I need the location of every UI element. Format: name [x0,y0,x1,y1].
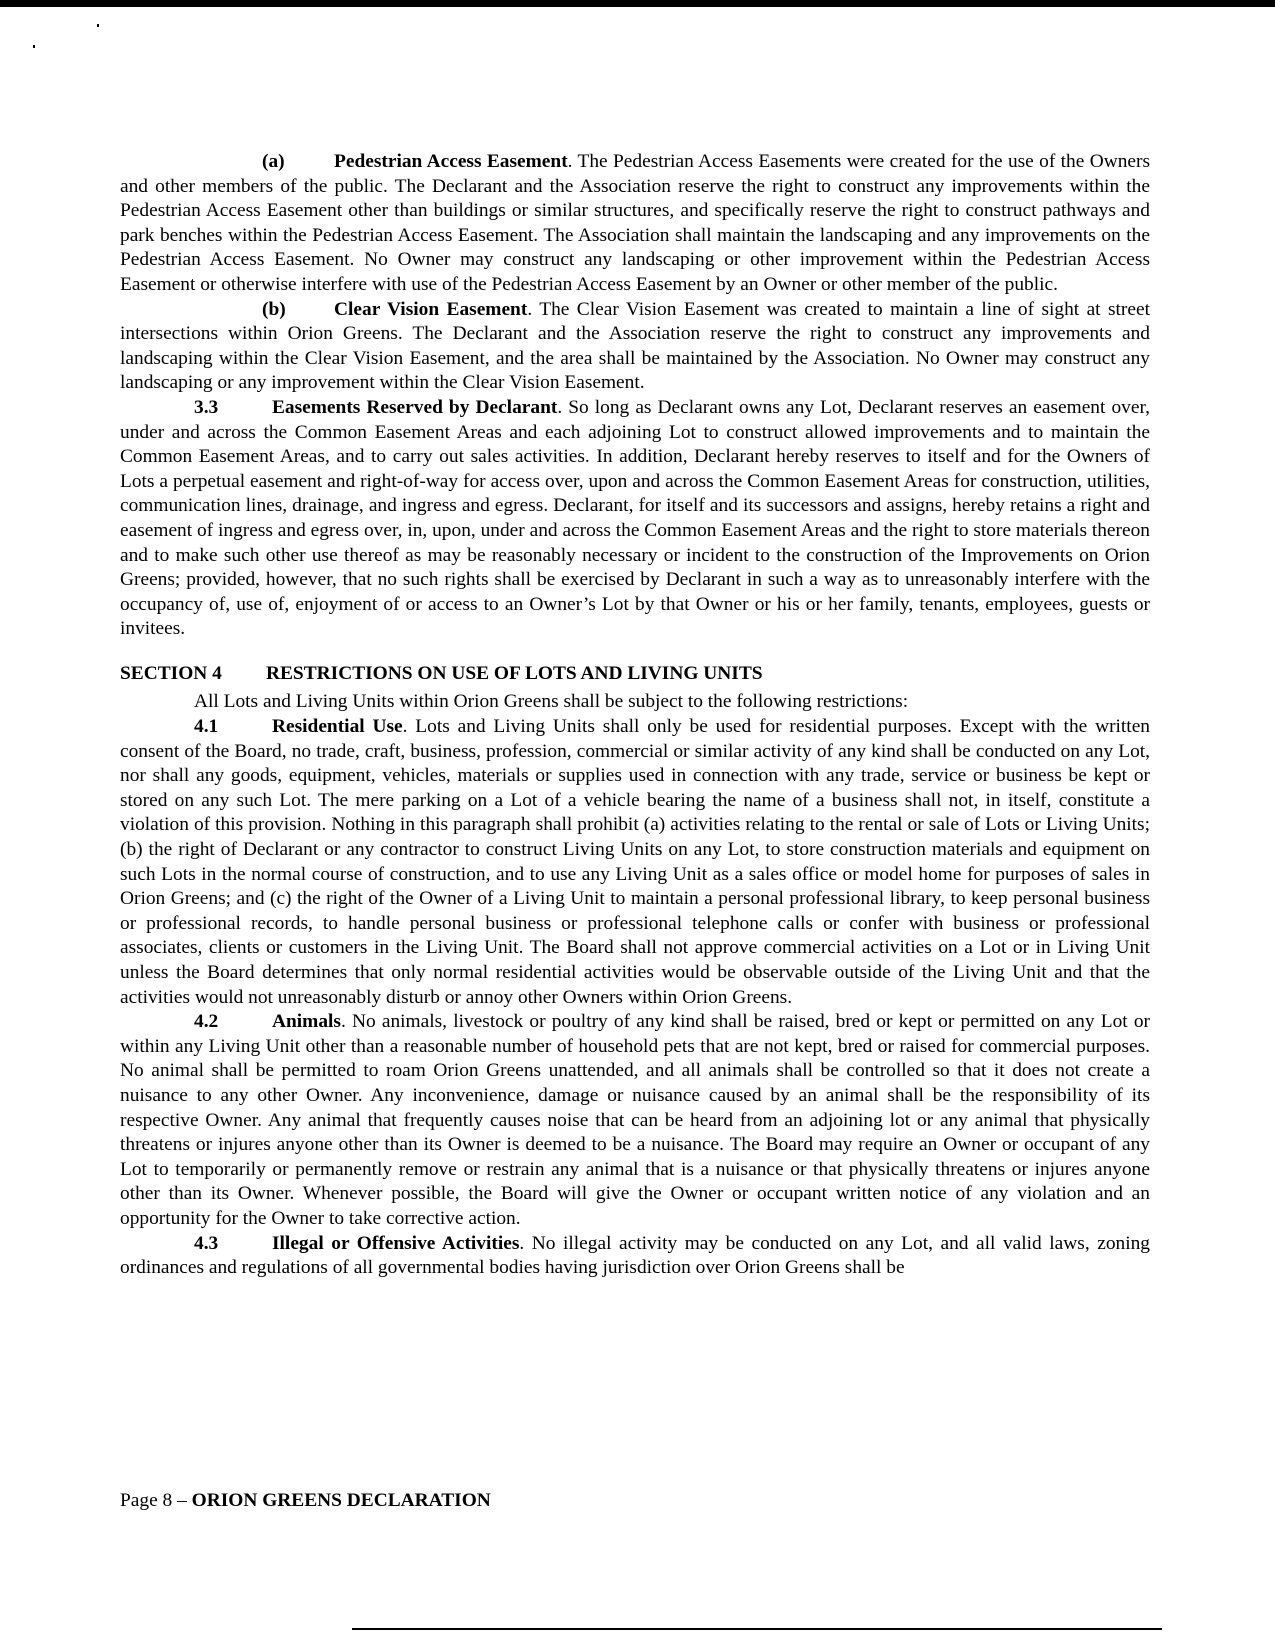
paragraph-heading: Clear Vision Easement [334,298,528,320]
paragraph-body: . No illegal activity may be conducted on any Lot, and all valid laws, zoning ordinances and regulations of all governmental bodies having jurisdiction over Orion Greens shall be [120,1232,1150,1279]
section-title: RESTRICTIONS ON USE OF LOTS AND LIVING UNITS [266,662,763,684]
paragraph-4-2 [120,1010,1150,1231]
paragraph-heading: Residential Use [272,716,403,738]
paragraph-number: 4.1 [194,716,219,738]
paragraph-body: . The Clear Vision Easement was created to maintain a line of sight at street intersections within Orion Greens. The Declarant and the Association reserve the right to construct any improvements and landscaping within the Clear Vision Easement, and the area shall be maintained by the Association. No Owner may construct any landscaping or any improvement within the Clear Vision Easement. [120,298,1150,394]
top-scan-border [0,0,1275,7]
section-heading [120,662,1150,687]
paragraph-3-3 [120,396,1150,642]
paragraph-number: (a) [262,151,285,172]
paragraph-body: . So long as Declarant owns any Lot, Declarant reserves an easement over, under and across the Common Easement Areas and each adjoining Lot to construct allowed improvements and to maintain the Common Easement Areas, and to carry out sales activities. In addition, Declarant hereby reserves to itself and for the Owners of Lots a perpetual easement and right-of-way for access over, upon and across the Common Easement Areas for construction, utilities, communication lines, drainage, and ingress and egress. Declarant, for itself and its successors and assigns, hereby retains a right and easement of ingress and egress over, in, upon, under and across the Common Easement Areas and the right to store materials thereon and to make such other use thereof as may be reasonably necessary or incident to the construction of the Improvements on Orion Greens; provided, however, that no such rights shall be exercised by Declarant in such a way as to unreasonably interfere with the occupancy of, use of, enjoyment of or access to an Owner’s Lot by that Owner or his or her family, tenants, employees, guests or invitees. [120,396,1150,640]
section-intro: All Lots and Living Units within Orion Greens shall be subject to the following restrictions: [194,691,909,713]
scan-speck [33,45,35,48]
section-number: SECTION 4 [120,662,222,684]
paragraph-body: . No animals, livestock or poultry of any kind shall be raised, bred or kept or permitted on any Lot or within any Living Unit other than a reasonable number of household pets that are not kept, bred or raised for commercial purposes. No animal shall be permitted to roam Orion Greens unattended, and all animals shall be controlled so that it does not create a nuisance to any other Owner. Any inconvenience, damage or nuisance caused by an animal shall be the responsibility of its respective Owner. Any animal that frequently causes noise that can be heard from an adjoining lot or any animal that physically threatens or injures anyone other than its Owner is deemed to be a nuisance. The Board may require an Owner or occupant of any Lot to temporarily or permanently remove or restrain any animal that is a nuisance or that physically threatens or injures anyone other than its Owner. Whenever possible, the Board will give the Owner or occupant written notice of any violation and an opportunity for the Owner to take corrective action. [120,1011,1150,1229]
paragraph-body: . Lots and Living Units shall only be used for residential purposes. Except with the written consent of the Board, no trade, craft, business, profession, commercial or similar activity of any kind shall be conducted on any Lot, nor shall any goods, equipment, vehicles, materials or supplies used in connection with any trade, service or business be kept or stored on any such Lot. The mere parking on a Lot of a vehicle bearing the name of a business shall not, in itself, constitute a violation of this provision. Nothing in this paragraph shall prohibit (a) activities relating to the rental or sale of Lots or Living Units; (b) the right of Declarant or any contractor to construct Living Units on any Lot, to store construction materials and equipment on such Lots in the normal course of construction, and to use any Living Unit as a sales office or model home for purposes of sales in Orion Greens; and (c) the right of the Owner of a Living Unit to maintain a personal professional library, to keep personal business or professional records, to handle personal business or professional telephone calls or confer with business or professional associates, clients or customers in the Living Unit. The Board shall not approve commercial activities on a Lot or in Living Unit unless the Board determines that only normal residential activities would be observable outside of the Living Unit and that the activities would not unreasonably disturb or annoy other Owners within Orion Greens. [120,716,1150,1008]
paragraph-3-2-a [120,150,1150,298]
paragraph-number: 4.2 [194,1011,219,1033]
paragraph-3-2-b [120,298,1150,396]
paragraph-4-3 [120,1232,1150,1281]
page-number: Page 8 – [120,1490,192,1511]
paragraph-heading: Illegal or Offensive Activities [272,1232,520,1254]
paragraph-heading: Easements Reserved by Declarant [272,396,558,418]
paragraph-body: . The Pedestrian Access Easements were created for the use of the Owners and other members of the public. The Declarant and the Association reserve the right to construct any improvements within the Pedestrian Access Easement other than buildings or similar structures, and specifically reserve the right to construct pathways and park benches within the Pedestrian Access Easement. The Association shall maintain the landscaping and any improvements on the Pedestrian Access Easement. No Owner may construct any landscaping or other improvement within the Pedestrian Access Easement or otherwise interfere with use of the Pedestrian Access Easement by an Owner or other member of the public. [120,151,1151,295]
paragraph-heading: Animals [272,1011,341,1033]
document-body [120,150,1150,1281]
paragraph-heading: Pedestrian Access Easement [334,151,568,172]
page-footer [120,1489,491,1513]
document-title: ORION GREENS DECLARATION [191,1490,491,1511]
paragraph-number: 3.3 [194,396,219,418]
paragraph-4-1 [120,715,1150,1010]
paragraph-number: 4.3 [194,1232,219,1254]
scan-speck [97,24,99,27]
paragraph-number: (b) [262,298,286,320]
bottom-scan-border [352,1628,1162,1630]
